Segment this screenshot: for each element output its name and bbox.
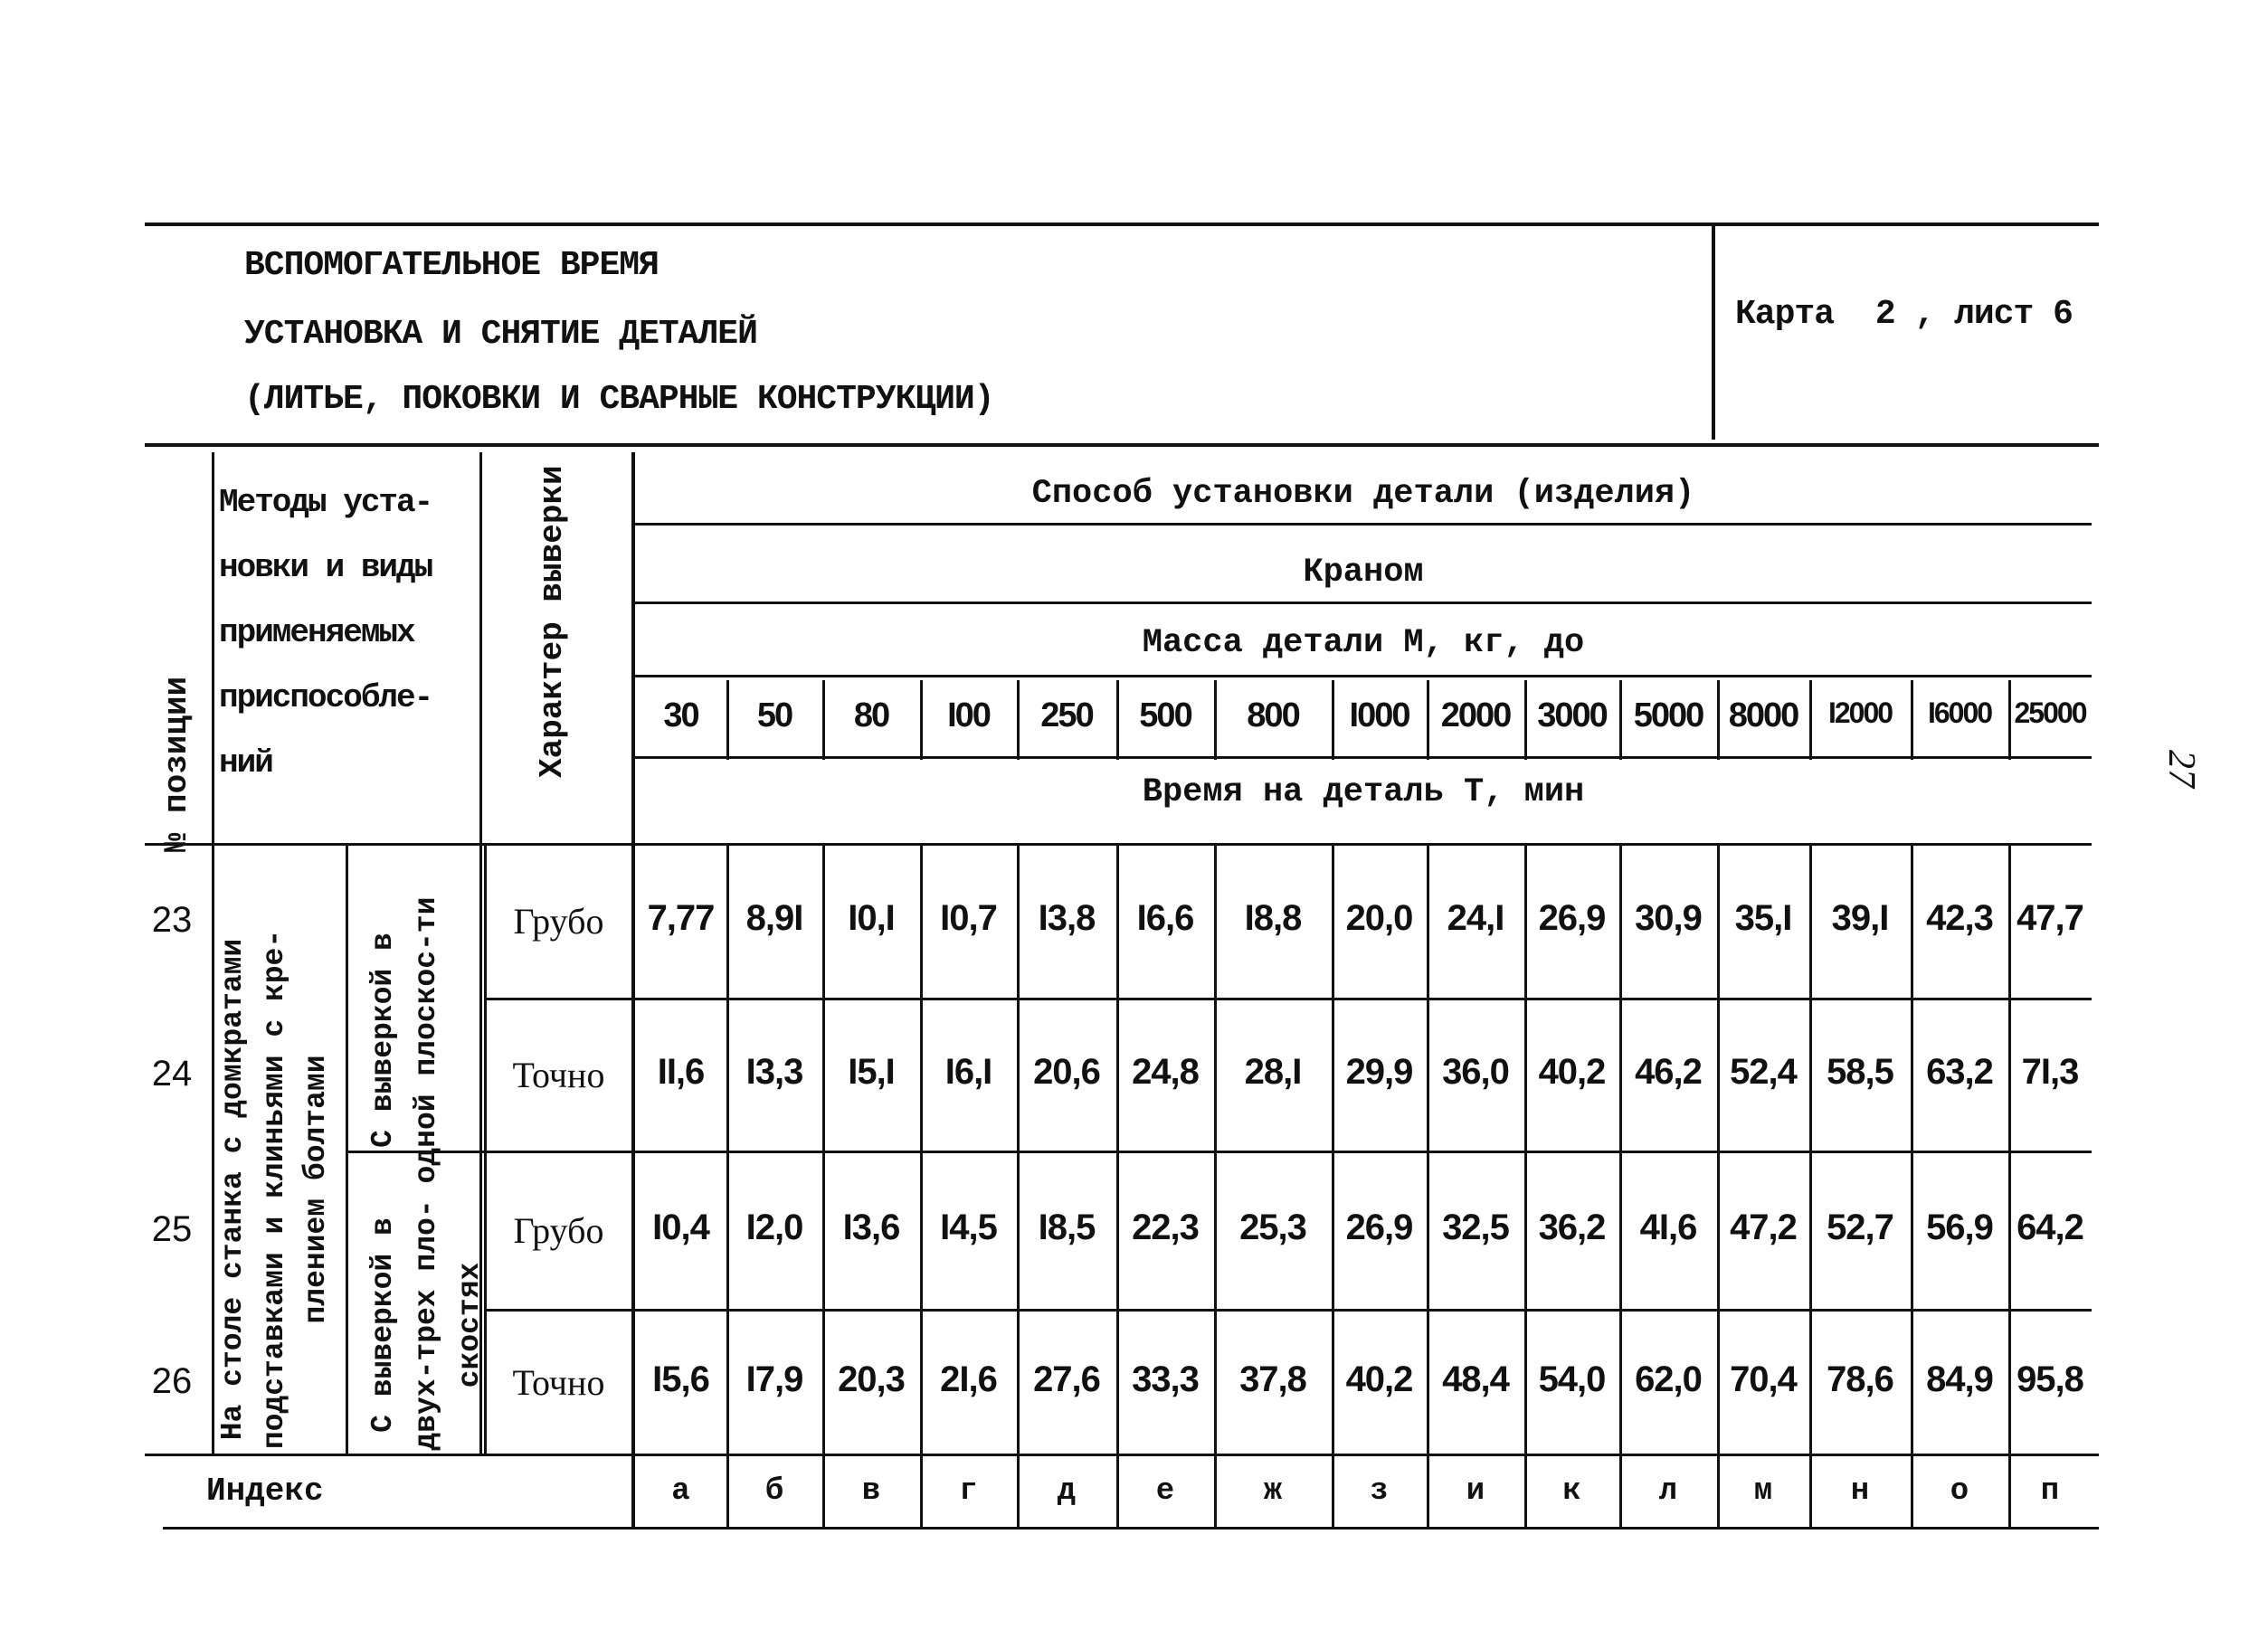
method-main-label: На столе станка с домкратами подставками и клиньями с кре-плением болтами xyxy=(216,929,333,1450)
index-letter: м xyxy=(1753,1474,1773,1509)
mass-header-cell: 5000 xyxy=(1633,696,1703,734)
method-sub1-label: С выверкой в одной плоскос-ти xyxy=(366,896,443,1184)
time-value-cell: I2,0 xyxy=(745,1208,803,1247)
mass-header-cell: I2000 xyxy=(1827,696,1893,729)
position-number: 24 xyxy=(151,1054,193,1094)
card-number: 2 xyxy=(1874,295,1895,334)
index-letter: и xyxy=(1466,1474,1485,1509)
time-value-cell: 95,8 xyxy=(2017,1359,2083,1399)
time-value-cell: 26,9 xyxy=(1538,898,1606,938)
time-value-cell: I8,8 xyxy=(1244,898,1302,938)
index-letter: н xyxy=(1850,1474,1870,1509)
time-value-cell: 20,6 xyxy=(1033,1052,1100,1092)
time-value-cell: 20,3 xyxy=(838,1359,905,1399)
group-method-header: Способ установки детали (изделия) xyxy=(1031,475,1695,513)
mass-header-cell: 2000 xyxy=(1440,696,1511,734)
index-letter: б xyxy=(764,1474,784,1509)
index-letter: о xyxy=(1950,1474,1969,1509)
time-value-cell: 36,2 xyxy=(1538,1208,1606,1247)
card-label: Карта xyxy=(1735,295,1835,334)
time-value-cell: 7I,3 xyxy=(2021,1052,2079,1092)
character-cell: Точно xyxy=(512,1361,605,1403)
time-value-cell: 47,2 xyxy=(1730,1208,1797,1247)
time-value-cell: 52,4 xyxy=(1730,1052,1797,1092)
index-letter: л xyxy=(1658,1474,1678,1509)
time-value-cell: 58,5 xyxy=(1827,1052,1893,1092)
group-mass-header: Масса детали М, кг, до xyxy=(1142,624,1585,662)
time-value-cell: 33,3 xyxy=(1132,1359,1199,1399)
time-value-cell: I3,3 xyxy=(745,1052,803,1092)
time-value-cell: 56,9 xyxy=(1926,1208,1993,1247)
index-letter: д xyxy=(1057,1474,1077,1509)
mass-header-cell: I6000 xyxy=(1927,696,1992,729)
time-value-cell: 25,3 xyxy=(1239,1208,1306,1247)
group-crane-header: Краном xyxy=(1303,554,1424,592)
time-value-cell: 52,7 xyxy=(1827,1208,1893,1247)
index-label: Индекс xyxy=(206,1473,324,1510)
index-letter: з xyxy=(1370,1474,1389,1509)
header-title-line1: ВСПОМОГАТЕЛЬНОЕ ВРЕМЯ xyxy=(244,246,659,285)
time-value-cell: I0,7 xyxy=(940,898,997,938)
mass-header-cell: 50 xyxy=(756,696,792,734)
col-methods-header: Методы уста- новки и виды применяемых приспособле- ний xyxy=(219,484,432,781)
position-number: 26 xyxy=(151,1360,193,1401)
time-value-cell: 32,5 xyxy=(1442,1208,1509,1247)
time-value-cell: 64,2 xyxy=(2017,1208,2083,1247)
time-value-cell: 26,9 xyxy=(1345,1208,1413,1247)
time-value-cell: 8,9I xyxy=(745,898,803,938)
time-value-cell: 7,77 xyxy=(647,898,715,938)
character-cell: Точно xyxy=(512,1055,605,1095)
time-value-cell: II,6 xyxy=(657,1052,705,1092)
time-value-cell: 28,I xyxy=(1244,1052,1302,1092)
mass-header-cell: 800 xyxy=(1247,696,1299,734)
time-value-cell: I7,9 xyxy=(745,1359,803,1399)
mass-header-cell: I00 xyxy=(947,696,990,734)
index-letter: к xyxy=(1562,1474,1581,1509)
index-letter: е xyxy=(1155,1474,1175,1509)
index-letter: п xyxy=(2040,1474,2060,1509)
time-value-cell: 54,0 xyxy=(1538,1359,1606,1399)
character-cell: Грубо xyxy=(513,1210,604,1251)
mass-header-cell: 500 xyxy=(1139,696,1191,734)
time-value-cell: I0,I xyxy=(848,898,895,938)
time-value-cell: I0,4 xyxy=(652,1208,709,1247)
time-value-cell: I5,6 xyxy=(652,1359,709,1399)
time-value-cell: 20,0 xyxy=(1345,898,1413,938)
character-cell: Грубо xyxy=(513,901,604,942)
time-value-cell: 70,4 xyxy=(1730,1359,1797,1399)
time-value-cell: 27,6 xyxy=(1033,1359,1100,1399)
sheet-label: , лист 6 xyxy=(1914,295,2073,334)
time-value-cell: 62,0 xyxy=(1635,1359,1702,1399)
time-value-cell: 35,I xyxy=(1734,898,1792,938)
time-value-cell: 24,I xyxy=(1447,898,1504,938)
time-value-cell: 84,9 xyxy=(1926,1359,1993,1399)
mass-header-cell: 80 xyxy=(853,696,889,734)
time-value-cell: 40,2 xyxy=(1538,1052,1606,1092)
time-value-cell: 37,8 xyxy=(1239,1359,1306,1399)
group-time-header: Время на деталь Т, мин xyxy=(1142,773,1585,811)
time-value-cell: I5,I xyxy=(848,1052,895,1092)
mass-header-cell: 8000 xyxy=(1728,696,1798,734)
time-value-cell: I4,5 xyxy=(940,1208,997,1247)
page-number: 27 xyxy=(2160,750,2202,788)
header-title-line2: УСТАНОВКА И СНЯТИЕ ДЕТАЛЕЙ xyxy=(244,315,757,354)
header-title-line3: (ЛИТЬЕ, ПОКОВКИ И СВАРНЫЕ КОНСТРУКЦИИ) xyxy=(244,380,994,419)
time-value-cell: 29,9 xyxy=(1345,1052,1413,1092)
time-value-cell: 40,2 xyxy=(1345,1359,1413,1399)
time-value-cell: I6,6 xyxy=(1136,898,1194,938)
time-value-cell: 22,3 xyxy=(1132,1208,1199,1247)
time-value-cell: 30,9 xyxy=(1635,898,1702,938)
index-letter: а xyxy=(671,1474,690,1509)
mass-header-cell: I000 xyxy=(1349,696,1409,734)
time-value-cell: 63,2 xyxy=(1926,1052,1993,1092)
time-value-cell: I8,5 xyxy=(1038,1208,1096,1247)
index-letter: ж xyxy=(1263,1474,1283,1509)
time-value-cell: 24,8 xyxy=(1132,1052,1199,1092)
time-value-cell: I3,6 xyxy=(842,1208,900,1247)
time-value-cell: 48,4 xyxy=(1442,1359,1509,1399)
method-sub2-label: С выверкой в двух-трех пло-скостях xyxy=(366,1199,487,1451)
position-number: 25 xyxy=(151,1209,193,1249)
mass-header-cell: 30 xyxy=(663,696,698,734)
time-value-cell: I3,8 xyxy=(1038,898,1096,938)
time-value-cell: 2I,6 xyxy=(940,1359,997,1399)
time-value-cell: 46,2 xyxy=(1635,1052,1702,1092)
col-position-header: № позиции xyxy=(158,676,195,853)
time-value-cell: 36,0 xyxy=(1442,1052,1509,1092)
mass-header-cell: 250 xyxy=(1040,696,1093,734)
mass-header-cell: 3000 xyxy=(1537,696,1607,734)
col-character-header: Характер выверки xyxy=(534,465,571,778)
time-value-cell: I6,I xyxy=(944,1052,992,1092)
index-letter: в xyxy=(861,1474,881,1509)
time-value-cell: 47,7 xyxy=(2017,898,2083,938)
mass-header-cell: 25000 xyxy=(2014,696,2086,729)
time-value-cell: 4I,6 xyxy=(1639,1208,1697,1247)
card-info xyxy=(1735,295,2073,334)
time-value-cell: 42,3 xyxy=(1926,898,1993,938)
index-letter: г xyxy=(959,1474,978,1509)
time-value-cell: 78,6 xyxy=(1827,1359,1893,1399)
position-number: 23 xyxy=(151,900,193,940)
time-value-cell: 39,I xyxy=(1831,898,1889,938)
